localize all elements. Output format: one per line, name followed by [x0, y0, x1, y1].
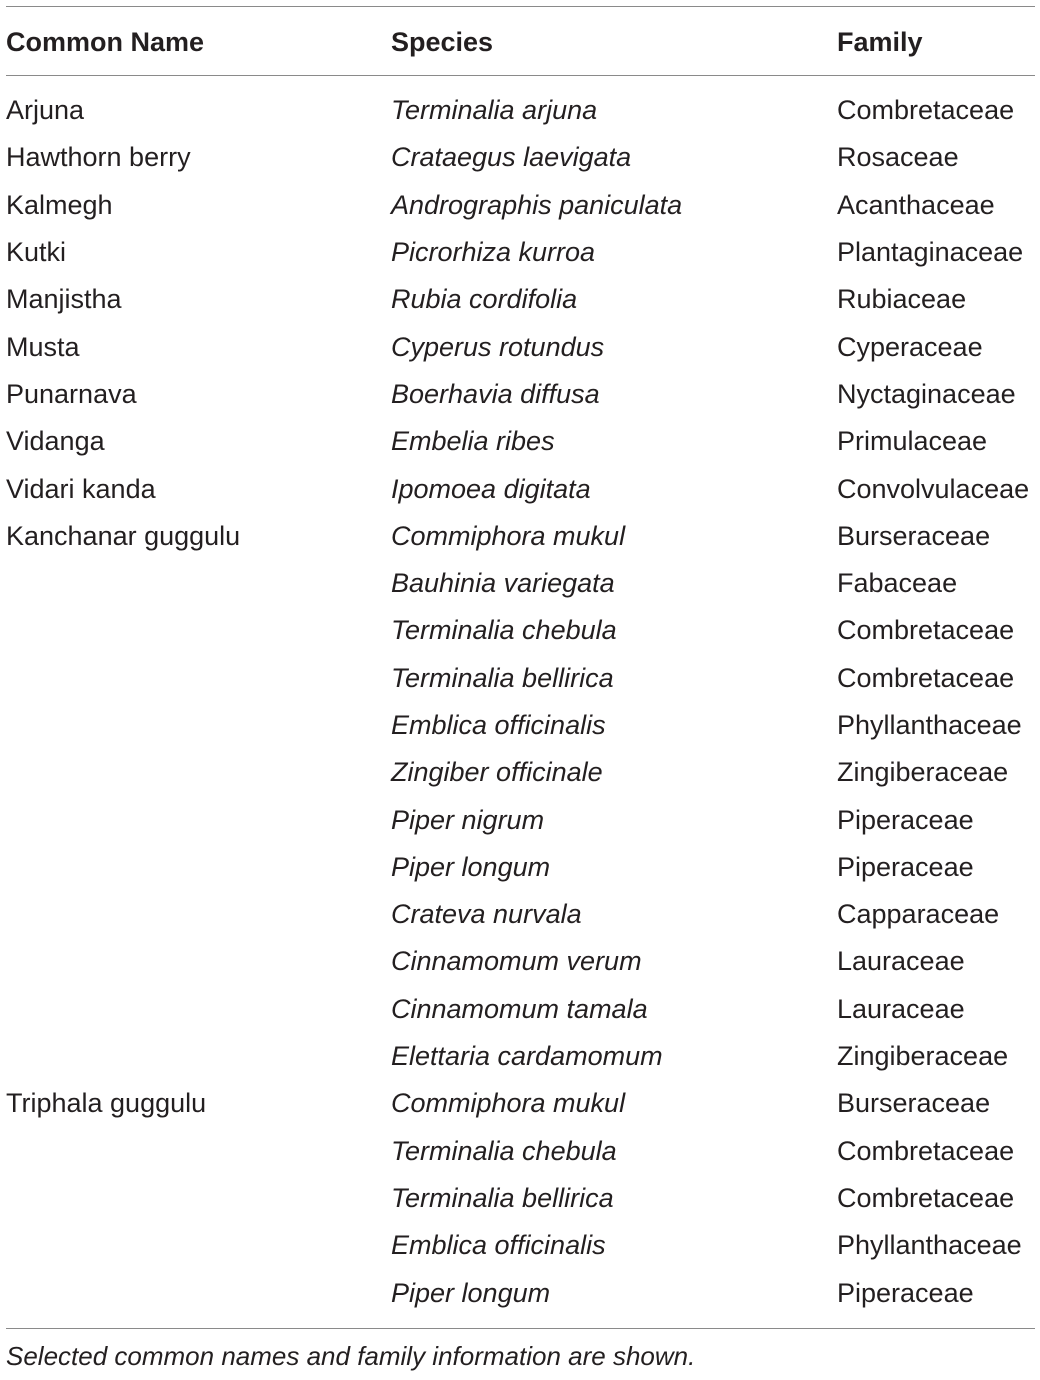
species-cell: Cinnamomum tamala — [391, 993, 648, 1024]
species-cell: Terminalia arjuna — [391, 95, 598, 126]
common-name-cell: Arjuna — [6, 95, 85, 126]
common-name-cell: Vidari kanda — [6, 473, 156, 504]
species-table — [6, 6, 1035, 1369]
table-bottom-rule — [6, 1328, 1035, 1329]
species-cell: Crateva nurvala — [391, 899, 582, 930]
species-cell: Terminalia chebula — [391, 615, 617, 646]
family-cell: Combretaceae — [837, 1182, 1015, 1213]
family-cell: Nyctaginaceae — [837, 378, 1016, 409]
table-row — [6, 87, 1035, 134]
common-name-cell: Manjistha — [6, 284, 122, 315]
family-cell: Convolvulaceae — [837, 473, 1030, 504]
family-cell: Zingiberaceae — [837, 757, 1009, 788]
family-cell: Rosaceae — [837, 142, 959, 173]
table-row — [6, 1175, 1035, 1222]
species-cell: Boerhavia diffusa — [391, 378, 600, 409]
species-cell: Picrorhiza kurroa — [391, 237, 596, 268]
table-row — [6, 938, 1035, 985]
species-cell: Emblica officinalis — [391, 710, 606, 740]
species-cell: Bauhinia variegata — [391, 568, 615, 599]
species-cell: Elettaria cardamomum — [391, 1041, 663, 1072]
family-cell: Combretaceae — [837, 662, 1015, 693]
family-cell: Plantaginaceae — [837, 237, 1024, 268]
species-cell: Commiphora mukul — [391, 520, 626, 551]
table-row — [6, 229, 1035, 276]
table-row — [6, 1033, 1035, 1080]
table-row — [6, 702, 1035, 749]
species-cell: Terminalia bellirica — [391, 1182, 614, 1213]
family-cell: Combretaceae — [837, 95, 1015, 126]
family-cell: Capparaceae — [837, 899, 1000, 930]
species-cell: Piper longum — [391, 1277, 551, 1308]
table-row — [6, 1128, 1035, 1175]
table-row — [6, 844, 1035, 891]
species-cell: Cyperus rotundus — [391, 331, 605, 362]
species-cell: Zingiber officinale — [391, 757, 603, 788]
common-name-cell: Triphala guggulu — [6, 1088, 207, 1119]
family-cell: Acanthaceae — [837, 189, 995, 220]
family-cell: Rubiaceae — [837, 284, 967, 315]
species-cell: Terminalia chebula — [391, 1135, 617, 1166]
species-cell: Rubia cordifolia — [391, 284, 578, 315]
table-body — [6, 76, 1035, 1317]
table-row — [6, 371, 1035, 418]
family-cell: Zingiberaceae — [837, 1041, 1009, 1072]
table-row — [6, 796, 1035, 843]
family-cell: Combretaceae — [837, 1135, 1015, 1166]
common-name-cell: Hawthorn berry — [6, 142, 191, 173]
species-cell: Terminalia bellirica — [391, 662, 614, 693]
table-row — [6, 182, 1035, 229]
family-cell: Piperaceae — [837, 851, 974, 882]
common-name-cell: Kanchanar guggulu — [6, 520, 241, 551]
table-row — [6, 465, 1035, 512]
common-name-cell: Vidanga — [6, 426, 105, 457]
species-cell: Emblica officinalis — [391, 1230, 606, 1261]
header-species: Species — [391, 26, 494, 57]
table-row — [6, 276, 1035, 323]
species-cell: Piper nigrum — [391, 804, 545, 835]
common-name-cell: Kutki — [6, 237, 67, 268]
table-row — [6, 891, 1035, 938]
table-row — [6, 1080, 1035, 1127]
table-row — [6, 560, 1035, 607]
family-cell: Piperaceae — [837, 804, 974, 835]
species-cell: Andrographis paniculata — [391, 189, 683, 220]
table-row — [6, 607, 1035, 654]
common-name-cell: Kalmegh — [6, 189, 113, 220]
family-cell: Lauraceae — [837, 993, 965, 1024]
species-cell: Embelia ribes — [391, 426, 555, 457]
species-cell: Piper longum — [391, 851, 551, 882]
family-cell: Primulaceae — [837, 426, 988, 457]
table-row — [6, 134, 1035, 181]
family-cell: Burseraceae — [837, 520, 991, 551]
species-cell: Cinnamomum verum — [391, 946, 642, 977]
species-cell: Ipomoea digitata — [391, 473, 591, 504]
common-name-cell: Musta — [6, 331, 80, 362]
family-cell: Combretaceae — [837, 615, 1015, 646]
table-row — [6, 655, 1035, 702]
table-row — [6, 1222, 1035, 1269]
common-name-cell: Punarnava — [6, 378, 137, 409]
family-cell: Piperaceae — [837, 1277, 974, 1308]
header-family: Family — [837, 26, 923, 57]
table-row — [6, 513, 1035, 560]
table-row — [6, 749, 1035, 796]
table-row — [6, 1269, 1035, 1316]
species-cell: Commiphora mukul — [391, 1088, 626, 1119]
family-cell: Fabaceae — [837, 568, 958, 599]
table-footnote: Selected common names and family information are shown. — [6, 1340, 696, 1371]
family-cell: Cyperaceae — [837, 331, 983, 362]
species-cell: Crataegus laevigata — [391, 142, 632, 173]
family-cell: Lauraceae — [837, 946, 965, 977]
table-row — [6, 418, 1035, 465]
table-row — [6, 323, 1035, 370]
table-row — [6, 986, 1035, 1033]
family-cell: Burseraceae — [837, 1088, 991, 1119]
family-cell: Phyllanthaceae — [837, 1230, 1022, 1261]
table-header-row — [6, 7, 1035, 76]
family-cell: Phyllanthaceae — [837, 710, 1022, 740]
header-common-name: Common Name — [6, 26, 205, 57]
